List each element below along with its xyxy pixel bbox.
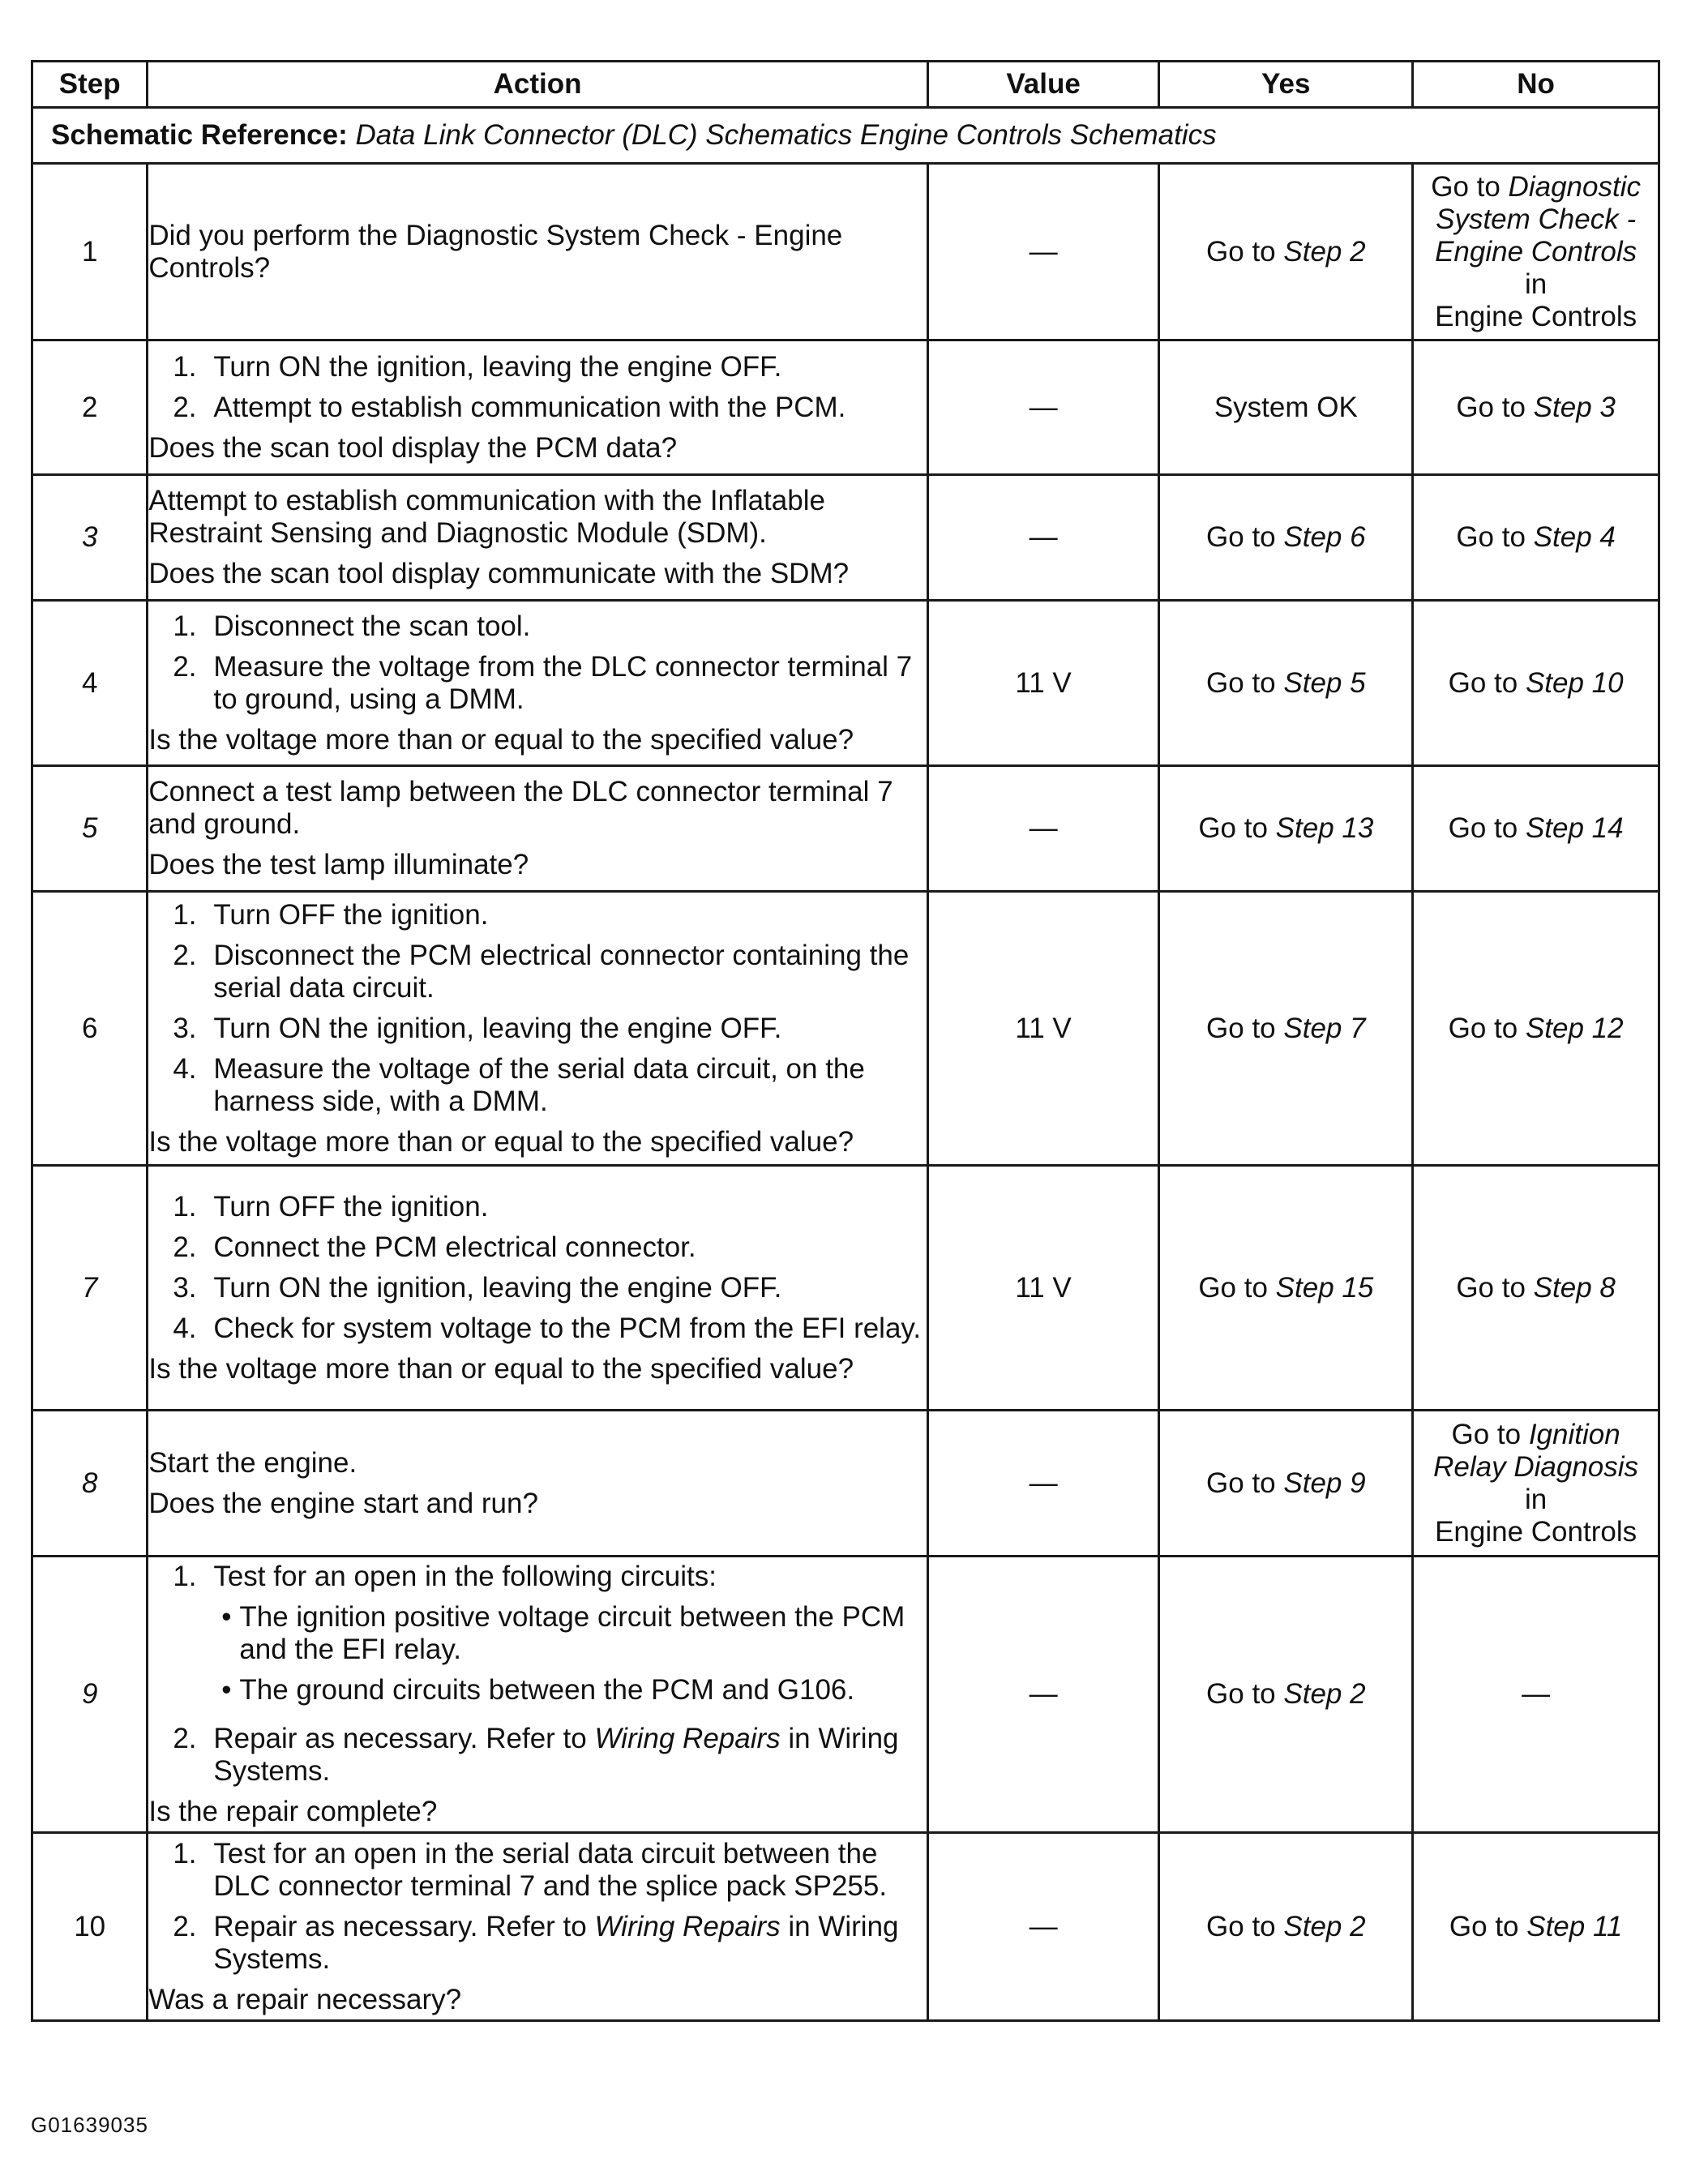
table-row <box>32 340 1659 475</box>
action-step-body: Attempt to establish communication with the PCM. <box>213 391 846 423</box>
action-step-reference: Wiring Repairs <box>594 1723 781 1754</box>
yes-link: Step 5 <box>1283 666 1366 699</box>
yes-prefix: Go to <box>1206 521 1284 553</box>
yes-link: Step 6 <box>1283 521 1366 553</box>
action-question: Is the voltage more than or equal to the specified value? <box>148 723 854 756</box>
action-step-number: 1. <box>173 610 197 642</box>
no-prefix: Go to <box>1451 1418 1529 1450</box>
no-cell <box>1413 340 1659 475</box>
action-cell <box>148 1833 927 2021</box>
step-number: 5 <box>32 766 148 892</box>
no-prefix: Go to <box>1448 812 1526 844</box>
no-cell <box>1413 1166 1659 1411</box>
yes-target <box>1160 1013 1411 1045</box>
action-step-number: 1. <box>173 1837 197 1869</box>
header-no: No <box>1413 62 1659 108</box>
yes-target <box>1160 1911 1411 1943</box>
yes-link: Step 2 <box>1283 235 1366 268</box>
no-text: — <box>1522 1678 1551 1710</box>
table-row <box>32 1411 1659 1557</box>
value-cell: — <box>927 1411 1159 1557</box>
table-row <box>32 601 1659 766</box>
bullet-item <box>213 1674 926 1707</box>
action-cell <box>148 164 927 340</box>
action-step-number: 4. <box>173 1312 197 1344</box>
no-target <box>1414 171 1658 268</box>
bullet-dot: • <box>221 1674 232 1706</box>
schematic-reference-text: Data Link Connector (DLC) Schematics Engine Controls Schematics <box>355 119 1217 151</box>
action-question: Was a repair necessary? <box>148 1983 462 2015</box>
bullet-dot: • <box>221 1601 232 1633</box>
header-value: Value <box>927 62 1159 108</box>
yes-prefix: Go to <box>1198 1271 1276 1304</box>
step-number: 9 <box>32 1557 148 1833</box>
action-step <box>173 899 926 931</box>
action-step-reference: Wiring Repairs <box>594 1910 781 1942</box>
yes-prefix: Go to <box>1206 1467 1284 1499</box>
action-step-text <box>213 1013 926 1045</box>
value-cell: 11 V <box>927 1166 1159 1411</box>
bullet-list <box>213 1601 926 1707</box>
yes-cell <box>1159 892 1413 1166</box>
step-number: 6 <box>32 892 148 1166</box>
yes-cell <box>1159 340 1413 475</box>
yes-prefix: Go to <box>1206 235 1284 268</box>
yes-target <box>1160 1467 1411 1500</box>
header-action: Action <box>148 62 927 108</box>
action-step-body: Measure the voltage from the DLC connector terminal 7 to ground, using a DMM. <box>213 650 913 715</box>
no-in: in <box>1524 268 1548 300</box>
yes-link: Step 15 <box>1275 1271 1374 1304</box>
yes-cell <box>1159 1557 1413 1833</box>
action-step <box>173 651 926 716</box>
action-step-number: 2. <box>173 1723 197 1754</box>
no-target <box>1414 667 1658 700</box>
no-cell <box>1413 475 1659 601</box>
figure-id: G01639035 <box>31 2113 148 2137</box>
action-step-text <box>213 1231 926 1264</box>
action-step-body: Turn ON the ignition, leaving the engine OFF. <box>213 1271 782 1304</box>
no-cell <box>1413 164 1659 340</box>
action-step-text <box>213 651 926 716</box>
no-target <box>1414 392 1658 424</box>
action-question: Is the repair complete? <box>148 1796 438 1827</box>
action-cell <box>148 1557 927 1833</box>
no-target <box>1414 1272 1658 1304</box>
table-row <box>32 164 1659 340</box>
header-row <box>32 62 1659 108</box>
schematic-reference <box>32 108 1659 164</box>
yes-cell <box>1159 475 1413 601</box>
action-step <box>173 1911 926 1976</box>
value-cell: — <box>927 475 1159 601</box>
action-paragraph: Did you perform the Diagnostic System Check - Engine Controls? <box>148 219 843 284</box>
yes-link: Step 13 <box>1275 812 1374 844</box>
header-step: Step <box>32 62 148 108</box>
no-cell <box>1413 601 1659 766</box>
action-step-text <box>213 940 926 1004</box>
action-step-text <box>213 899 926 931</box>
no-target <box>1414 1911 1658 1943</box>
action-step-body: Test for an open in the serial data circuit between the DLC connector terminal 7 and the splice pack SP255. <box>213 1837 888 1902</box>
no-cell <box>1413 1411 1659 1557</box>
no-link: Ignition Relay Diagnosis <box>1433 1418 1639 1483</box>
diagnostic-table <box>31 60 1660 2022</box>
action-step-number: 3. <box>173 1271 197 1304</box>
yes-target <box>1160 521 1411 554</box>
bullet-text: The ignition positive voltage circuit between the PCM and the EFI relay. <box>239 1601 905 1665</box>
no-prefix: Go to <box>1456 391 1534 423</box>
yes-prefix: Go to <box>1206 1012 1284 1044</box>
no-cell <box>1413 1833 1659 2021</box>
step-number: 3 <box>32 475 148 601</box>
bullet-text: The ground circuits between the PCM and G106. <box>239 1674 855 1706</box>
action-step-text <box>213 392 926 424</box>
action-cell <box>148 340 927 475</box>
no-link: Step 12 <box>1525 1012 1624 1044</box>
action-cell <box>148 892 927 1166</box>
yes-link: Step 7 <box>1283 1012 1366 1044</box>
action-step-body: Repair as necessary. Refer to <box>213 1910 595 1942</box>
action-step-number: 3. <box>173 1012 197 1044</box>
action-step-text <box>213 1191 926 1223</box>
action-step-body: Turn OFF the ignition. <box>213 898 489 931</box>
action-step <box>173 392 926 424</box>
action-step-number: 2. <box>173 391 197 423</box>
action-step-text <box>213 610 926 643</box>
yes-cell <box>1159 1833 1413 2021</box>
action-step-text <box>213 1272 926 1304</box>
no-link: Step 4 <box>1533 521 1616 553</box>
no-cell <box>1413 766 1659 892</box>
schematic-reference-label: Schematic Reference: <box>51 119 348 151</box>
no-link: Step 8 <box>1533 1271 1616 1304</box>
no-suffix: Engine Controls <box>1435 300 1637 332</box>
action-question: Does the engine start and run? <box>148 1487 538 1519</box>
yes-cell <box>1159 1166 1413 1411</box>
yes-prefix: Go to <box>1206 1678 1284 1710</box>
action-step-body: Turn ON the ignition, leaving the engine OFF. <box>213 1012 782 1044</box>
step-number: 1 <box>32 164 148 340</box>
no-target <box>1414 812 1658 845</box>
no-link: Diagnostic System Check - Engine Controls <box>1435 170 1641 268</box>
no-link: Step 11 <box>1526 1910 1623 1942</box>
action-cell <box>148 1166 927 1411</box>
table-row <box>32 1166 1659 1411</box>
schematic-reference-row <box>32 108 1659 164</box>
action-step-number: 2. <box>173 1231 197 1263</box>
value-cell: — <box>927 766 1159 892</box>
value-cell: — <box>927 1833 1159 2021</box>
no-link: Step 10 <box>1525 666 1624 699</box>
action-step <box>173 1231 926 1264</box>
yes-cell <box>1159 601 1413 766</box>
action-step-body: Connect the PCM electrical connector. <box>213 1231 696 1263</box>
action-step-text <box>213 351 926 383</box>
action-question: Does the scan tool display the PCM data? <box>148 431 678 464</box>
yes-prefix: Go to <box>1198 812 1276 844</box>
value-cell: 11 V <box>927 601 1159 766</box>
yes-cell <box>1159 1411 1413 1557</box>
action-step <box>173 1723 926 1788</box>
value-cell: — <box>927 1557 1159 1833</box>
no-prefix: Go to <box>1456 521 1534 553</box>
action-step-number: 1. <box>173 1190 197 1223</box>
yes-text: System OK <box>1214 391 1358 423</box>
action-step <box>173 1272 926 1304</box>
no-cell <box>1413 1557 1659 1833</box>
action-step-body: Disconnect the PCM electrical connector containing the serial data circuit. <box>213 939 910 1004</box>
action-step <box>173 1013 926 1045</box>
action-step-body: Turn OFF the ignition. <box>213 1190 489 1223</box>
no-cell <box>1413 892 1659 1166</box>
action-step-tail: in Wiring Systems. <box>213 1723 899 1787</box>
yes-link: Step 9 <box>1283 1467 1366 1499</box>
action-step <box>173 1191 926 1223</box>
action-step <box>173 610 926 643</box>
no-link: Step 3 <box>1533 391 1616 423</box>
action-step-text <box>213 1838 926 1903</box>
action-step-body: Turn ON the ignition, leaving the engine OFF. <box>213 350 782 383</box>
table-row <box>32 475 1659 601</box>
action-step-body: Repair as necessary. Refer to <box>213 1723 595 1754</box>
action-step-body: Check for system voltage to the PCM from the EFI relay. <box>213 1312 922 1344</box>
action-cell <box>148 766 927 892</box>
action-step-number: 2. <box>173 939 197 971</box>
action-step-text <box>213 1723 926 1788</box>
yes-link: Step 2 <box>1283 1678 1366 1710</box>
no-link: Step 14 <box>1525 812 1624 844</box>
no-suffix: Engine Controls <box>1435 1515 1637 1548</box>
action-step-number: 1. <box>173 898 197 931</box>
yes-target <box>1160 812 1411 845</box>
action-step-number: 2. <box>173 650 197 683</box>
action-step-number: 1. <box>173 1561 197 1592</box>
yes-target <box>1160 1272 1411 1304</box>
table-row <box>32 892 1659 1166</box>
action-step <box>173 1561 926 1715</box>
yes-target <box>1160 1678 1411 1711</box>
yes-prefix: Go to <box>1206 666 1284 699</box>
action-cell <box>148 601 927 766</box>
yes-link: Step 2 <box>1283 1910 1366 1942</box>
yes-cell <box>1159 164 1413 340</box>
table-row <box>32 1557 1659 1833</box>
action-step-number: 4. <box>173 1052 197 1085</box>
yes-cell <box>1159 766 1413 892</box>
action-question: Does the test lamp illuminate? <box>148 849 529 880</box>
action-step <box>173 1838 926 1903</box>
value-cell: — <box>927 164 1159 340</box>
action-paragraph: Connect a test lamp between the DLC connector terminal 7 and ground. <box>148 776 893 840</box>
no-target <box>1414 1013 1658 1045</box>
action-step-text <box>213 1313 926 1345</box>
action-paragraph: Start the engine. <box>148 1446 357 1479</box>
no-prefix: Go to <box>1448 1012 1526 1044</box>
action-question: Is the voltage more than or equal to the specified value? <box>148 1125 854 1158</box>
step-number: 10 <box>32 1833 148 2021</box>
step-number: 8 <box>32 1411 148 1557</box>
action-step-number: 1. <box>173 350 197 383</box>
yes-target <box>1160 236 1411 268</box>
action-cell <box>148 1411 927 1557</box>
no-target <box>1414 1419 1658 1484</box>
no-prefix: Go to <box>1431 170 1509 203</box>
table-row <box>32 1833 1659 2021</box>
action-step-text <box>213 1911 926 1976</box>
no-prefix: Go to <box>1456 1271 1534 1304</box>
action-step <box>173 940 926 1004</box>
action-step-tail: in Wiring Systems. <box>213 1910 899 1975</box>
table-row <box>32 766 1659 892</box>
action-step-body: Disconnect the scan tool. <box>213 610 531 642</box>
step-number: 4 <box>32 601 148 766</box>
no-target <box>1414 521 1658 554</box>
bullet-item <box>213 1601 926 1666</box>
no-prefix: Go to <box>1448 666 1526 699</box>
action-step-number: 2. <box>173 1910 197 1942</box>
header-yes: Yes <box>1159 62 1413 108</box>
yes-prefix: Go to <box>1206 1910 1284 1942</box>
value-cell: 11 V <box>927 892 1159 1166</box>
action-step-body: Measure the voltage of the serial data circuit, on the harness side, with a DMM. <box>213 1052 865 1117</box>
action-cell <box>148 475 927 601</box>
action-paragraph: Attempt to establish communication with the Inflatable Restraint Sensing and Diagnostic Module (SDM). <box>148 485 825 549</box>
step-number: 7 <box>32 1166 148 1411</box>
action-step <box>173 1053 926 1118</box>
action-step-body: Test for an open in the following circuits: <box>213 1561 717 1592</box>
action-step-text <box>213 1053 926 1118</box>
no-in: in <box>1524 1483 1548 1515</box>
action-question: Is the voltage more than or equal to the specified value? <box>148 1352 854 1385</box>
yes-target <box>1160 667 1411 700</box>
action-step <box>173 1313 926 1345</box>
value-cell: — <box>927 340 1159 475</box>
step-number: 2 <box>32 340 148 475</box>
action-step-text <box>213 1561 926 1715</box>
no-prefix: Go to <box>1449 1910 1527 1942</box>
action-step <box>173 351 926 383</box>
action-question: Does the scan tool display communicate with the SDM? <box>148 558 850 589</box>
